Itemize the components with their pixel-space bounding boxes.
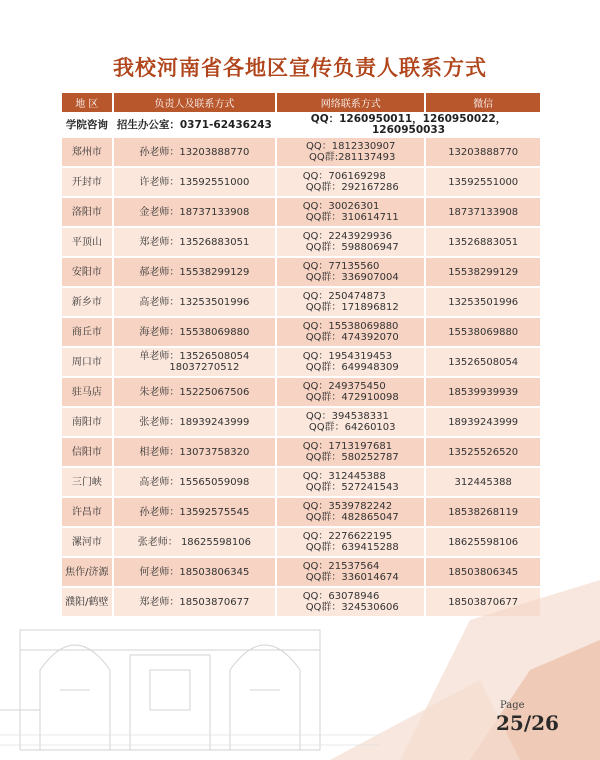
row-qq-group: QQ群：171896812 xyxy=(305,302,399,313)
person-line: 海老师：15538069880 xyxy=(139,326,250,338)
row-region: 许昌市 xyxy=(62,498,112,526)
row-person xyxy=(114,468,275,496)
row-network xyxy=(277,408,424,436)
row-qq: QQ：21537564 xyxy=(302,561,380,572)
person-line: 张老师：18939243999 xyxy=(139,416,250,428)
row-network xyxy=(277,498,424,526)
row-qq-group: QQ群：336014674 xyxy=(305,572,399,583)
table-row xyxy=(62,168,540,196)
person-line: 高老师：13253501996 xyxy=(139,296,250,308)
consult-network: QQ：1260950011，1260950022，1260950033 xyxy=(277,114,540,136)
row-network xyxy=(277,258,424,286)
row-network xyxy=(277,348,424,376)
row-person xyxy=(114,528,275,556)
table-row xyxy=(62,318,540,346)
row-person xyxy=(114,408,275,436)
header-region: 地 区 xyxy=(62,93,112,112)
person-line: 郑老师：13526883051 xyxy=(139,236,250,248)
row-wechat: 15538299129 xyxy=(426,258,540,286)
row-qq-group: QQ群：310614711 xyxy=(305,212,399,223)
consult-row xyxy=(62,114,540,136)
row-region: 周口市 xyxy=(62,348,112,376)
row-wechat: 18737133908 xyxy=(426,198,540,226)
row-wechat: 18939243999 xyxy=(426,408,540,436)
person-line: 金老师：18737133908 xyxy=(139,206,250,218)
row-qq-group: QQ群:281137493 xyxy=(309,152,396,163)
row-qq: QQ：77135560 xyxy=(302,261,380,272)
row-qq-group: QQ群：472910098 xyxy=(305,392,399,403)
table-row xyxy=(62,198,540,226)
row-person xyxy=(114,168,275,196)
row-qq: QQ：250474873 xyxy=(302,291,386,302)
person-line: 相老师：13073758320 xyxy=(139,446,250,458)
row-qq-group: QQ群：649948309 xyxy=(305,362,399,373)
row-qq: QQ：2243929936 xyxy=(302,231,393,242)
row-qq: QQ：2276622195 xyxy=(302,531,393,542)
row-wechat: 18539939939 xyxy=(426,378,540,406)
row-region: 平顶山 xyxy=(62,228,112,256)
row-wechat: 312445388 xyxy=(426,468,540,496)
row-wechat: 18503870677 xyxy=(426,588,540,616)
contact-table xyxy=(60,91,542,618)
person-line: 许老师：13592551000 xyxy=(139,176,250,188)
person-line: 孙老师：13592575545 xyxy=(139,506,250,518)
person-line: 高老师：15565059098 xyxy=(139,476,250,488)
row-person xyxy=(114,228,275,256)
row-wechat: 15538069880 xyxy=(426,318,540,346)
row-qq-group: QQ群：474392070 xyxy=(305,332,399,343)
row-region: 新乡市 xyxy=(62,288,112,316)
person-line: 18037270512 xyxy=(169,362,240,373)
row-region: 驻马店 xyxy=(62,378,112,406)
person-line: 郝老师：15538299129 xyxy=(139,266,250,278)
row-region: 商丘市 xyxy=(62,318,112,346)
table-row xyxy=(62,498,540,526)
row-person xyxy=(114,378,275,406)
row-network xyxy=(277,438,424,466)
row-region: 安阳市 xyxy=(62,258,112,286)
row-qq: QQ：1954319453 xyxy=(302,351,393,362)
table-row xyxy=(62,468,540,496)
row-wechat: 18538268119 xyxy=(426,498,540,526)
row-qq: QQ：3539782242 xyxy=(302,501,393,512)
row-person xyxy=(114,198,275,226)
row-wechat: 13526883051 xyxy=(426,228,540,256)
row-person xyxy=(114,348,275,376)
row-region: 焦作/济源 xyxy=(62,558,112,586)
row-wechat: 13253501996 xyxy=(426,288,540,316)
row-region: 三门峡 xyxy=(62,468,112,496)
page-title: 我校河南省各地区宣传负责人联系方式 xyxy=(113,56,487,80)
table-row xyxy=(62,138,540,166)
row-qq: QQ：1812330907 xyxy=(306,141,396,152)
row-person xyxy=(114,288,275,316)
header-person: 负责人及联系方式 xyxy=(114,93,275,112)
row-person xyxy=(114,318,275,346)
row-qq: QQ：706169298 xyxy=(302,171,386,182)
row-wechat: 13525526520 xyxy=(426,438,540,466)
page-number: 25/26 xyxy=(496,711,559,735)
row-qq-group: QQ群：598806947 xyxy=(305,242,399,253)
row-qq: QQ：30026301 xyxy=(302,201,380,212)
table-row xyxy=(62,258,540,286)
person-line: 单老师：13526508054 xyxy=(139,351,250,362)
row-qq: QQ：63078946 xyxy=(302,591,380,602)
row-wechat: 13592551000 xyxy=(426,168,540,196)
row-person xyxy=(114,258,275,286)
person-line: 郑老师：18503870677 xyxy=(139,596,250,608)
row-qq: QQ：394538331 xyxy=(305,411,389,422)
row-qq-group: QQ群：292167286 xyxy=(305,182,399,193)
row-network xyxy=(277,288,424,316)
row-region: 郑州市 xyxy=(62,138,112,166)
row-qq-group: QQ群：336907004 xyxy=(305,272,399,283)
row-network xyxy=(277,318,424,346)
table-header-row xyxy=(62,93,540,112)
row-region: 南阳市 xyxy=(62,408,112,436)
row-network xyxy=(277,228,424,256)
table-row xyxy=(62,438,540,466)
row-network xyxy=(277,198,424,226)
row-region: 漯河市 xyxy=(62,528,112,556)
row-qq: QQ：15538069880 xyxy=(302,321,399,332)
row-wechat: 13203888770 xyxy=(426,138,540,166)
consult-person: 招生办公室：0371-62436243 xyxy=(114,114,275,136)
row-network xyxy=(277,528,424,556)
person-line: 孙老师：13203888770 xyxy=(139,146,250,158)
row-wechat: 18503806345 xyxy=(426,558,540,586)
row-region: 洛阳市 xyxy=(62,198,112,226)
row-qq-group: QQ群：580252787 xyxy=(305,452,399,463)
row-network xyxy=(277,468,424,496)
table-row xyxy=(62,288,540,316)
table-row xyxy=(62,528,540,556)
row-person xyxy=(114,438,275,466)
person-line: 何老师：18503806345 xyxy=(139,566,250,578)
row-qq: QQ：312445388 xyxy=(302,471,386,482)
person-line: 朱老师：15225067506 xyxy=(139,386,250,398)
person-line: 张老师： 18625598106 xyxy=(137,536,251,548)
row-network xyxy=(277,168,424,196)
table-row xyxy=(62,378,540,406)
page-label: Page xyxy=(500,700,525,711)
consult-region: 学院咨询 xyxy=(62,114,112,136)
row-person xyxy=(114,498,275,526)
row-network xyxy=(277,138,424,166)
row-qq-group: QQ群：64260103 xyxy=(308,422,396,433)
row-qq-group: QQ群：639415288 xyxy=(305,542,399,553)
table-row xyxy=(62,348,540,376)
row-network xyxy=(277,378,424,406)
row-qq-group: QQ群：482865047 xyxy=(305,512,399,523)
header-wechat: 微信 xyxy=(426,93,540,112)
row-region: 开封市 xyxy=(62,168,112,196)
table-row xyxy=(62,228,540,256)
table-row xyxy=(62,408,540,436)
row-wechat: 18625598106 xyxy=(426,528,540,556)
row-qq-group: QQ群：324530606 xyxy=(305,602,399,613)
row-region: 信阳市 xyxy=(62,438,112,466)
row-qq: QQ：1713197681 xyxy=(302,441,393,452)
header-network: 网络联系方式 xyxy=(277,93,424,112)
row-region: 濮阳/鹤壁 xyxy=(62,588,112,616)
row-wechat: 13526508054 xyxy=(426,348,540,376)
row-person xyxy=(114,138,275,166)
row-qq-group: QQ群：527241543 xyxy=(305,482,399,493)
row-qq: QQ：249375450 xyxy=(302,381,386,392)
